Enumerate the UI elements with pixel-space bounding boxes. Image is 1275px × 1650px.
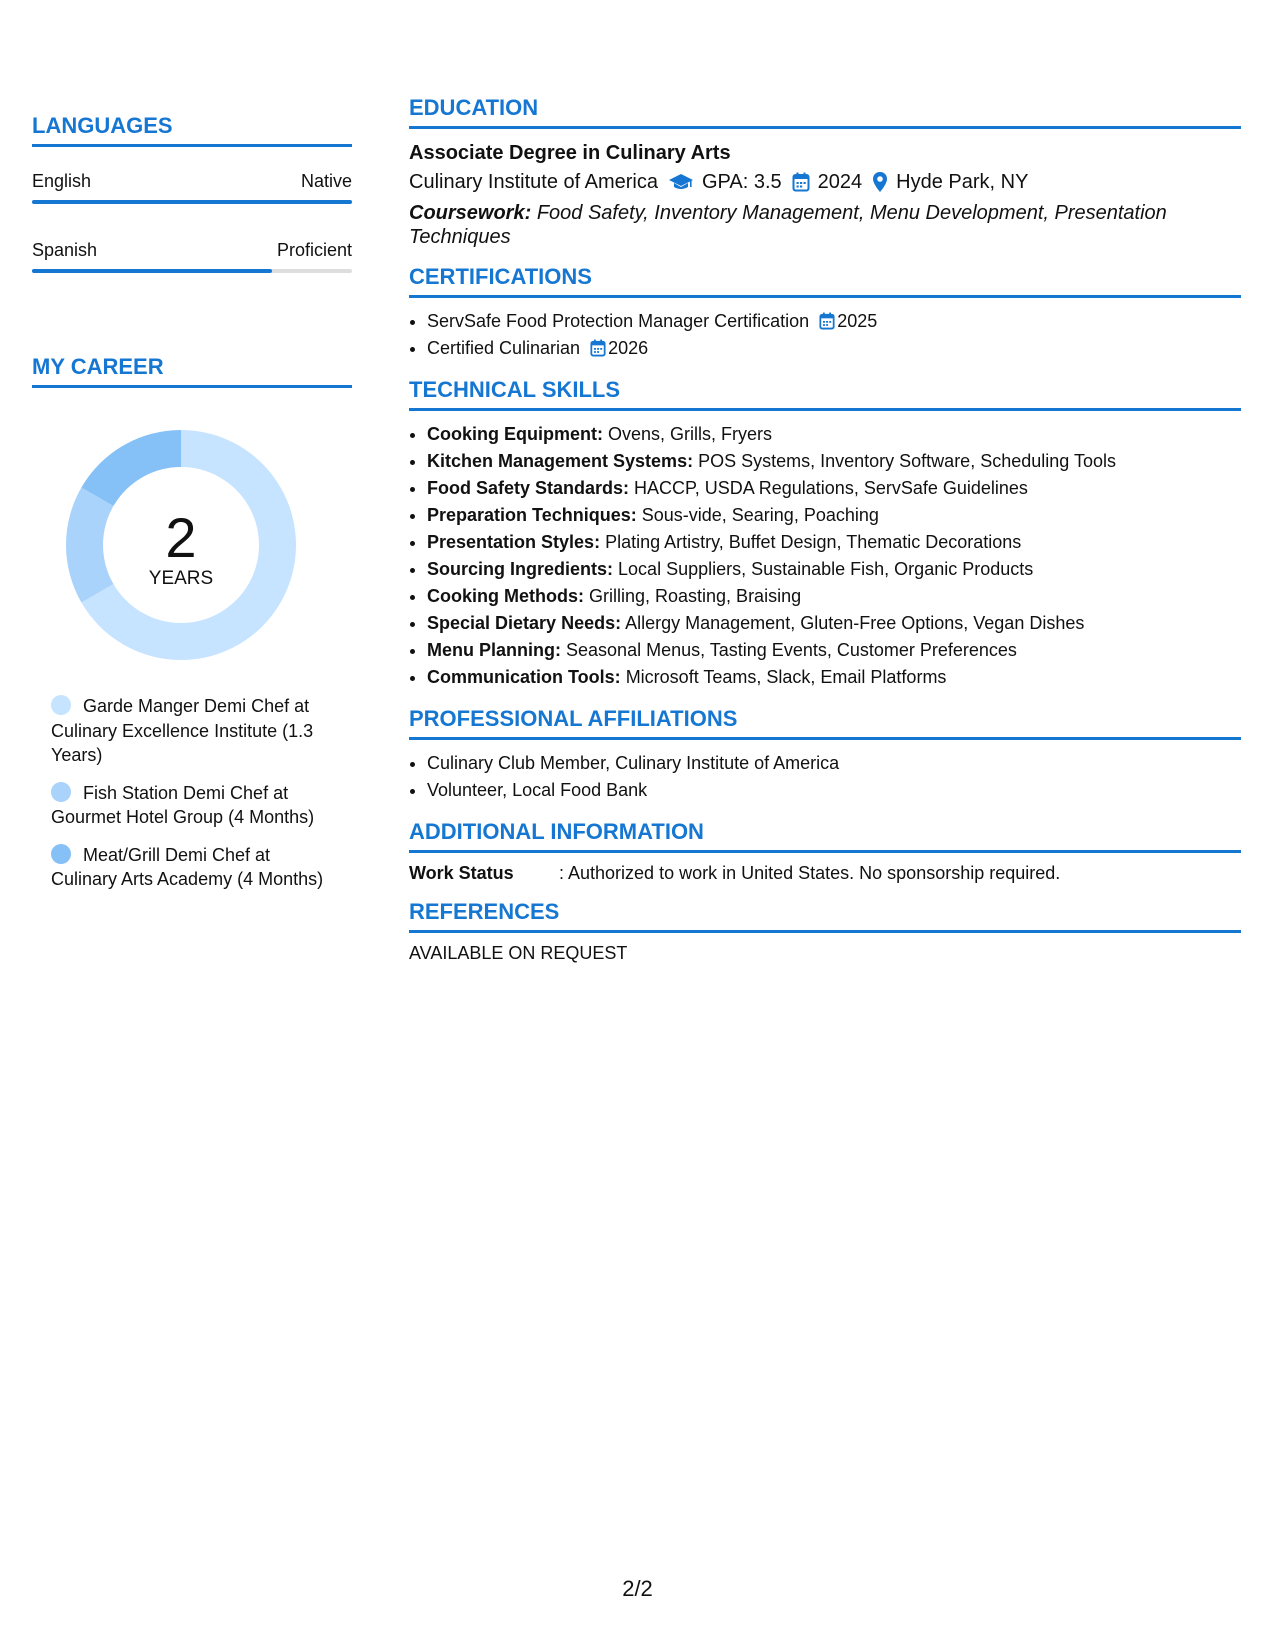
career-total-unit: YEARS [148,568,214,589]
legend-dot [51,695,71,715]
affiliations-section [409,705,1241,804]
skill-value: Ovens, Grills, Fryers [608,424,773,444]
certifications-list [409,308,1241,362]
legend-dot [51,844,71,864]
coursework-label: Coursework: [409,202,532,224]
language-proficiency-bar [32,200,352,204]
skill-value: Allergy Management, Gluten-Free Options, Vegan Dishes [625,613,1085,633]
work-status-label: Work Status [409,863,514,883]
references-title: REFERENCES [409,898,1241,933]
skill-label: Food Safety Standards: [427,478,630,498]
affiliations-title: PROFESSIONAL AFFILIATIONS [409,705,1241,740]
career-legend-item [51,843,341,892]
career-total-number: 2 [165,506,197,569]
skill-item [427,556,1241,583]
references-text: AVAILABLE ON REQUEST [409,943,628,963]
certification-item [427,308,1241,335]
graduation-year: 2024 [817,171,863,193]
skills-title: TECHNICAL SKILLS [409,376,1241,411]
certification-item [427,335,1241,362]
skill-value: Sous-vide, Searing, Poaching [641,505,879,525]
legend-dot [51,782,71,802]
certifications-section [409,263,1241,362]
career-legend-item [51,694,341,768]
donut-center [66,430,296,590]
certification-name: ServSafe Food Protection Manager Certification [427,311,810,331]
coursework [409,201,1241,249]
references-section [409,898,1241,964]
skill-item [427,664,1241,691]
skill-label: Sourcing Ingredients: [427,559,614,579]
skill-value: Local Suppliers, Sustainable Fish, Organic Products [618,559,1034,579]
school-name: Culinary Institute of America [409,171,658,193]
career-legend-item [51,781,341,830]
skills-list [409,421,1241,691]
skill-item [427,610,1241,637]
skill-item [427,502,1241,529]
education-title: EDUCATION [409,94,1241,129]
certification-year: 2026 [608,338,649,358]
language-level: Proficient [276,240,352,260]
skill-label: Kitchen Management Systems: [427,451,694,471]
gpa: GPA: 3.5 [702,171,782,193]
skill-label: Cooking Equipment: [427,424,603,444]
career-title: MY CAREER [32,353,352,388]
skill-item [427,421,1241,448]
certifications-title: CERTIFICATIONS [409,263,1241,298]
language-name: English [32,171,92,191]
calendar-icon [792,172,810,192]
affiliations-list [409,750,1241,804]
sidebar [32,112,352,905]
skill-value: Plating Artistry, Buffet Design, Thematic Decorations [605,532,1022,552]
skill-value: Seasonal Menus, Tasting Events, Customer Preferences [566,640,1017,660]
work-status-value: : Authorized to work in United States. No sponsorship required. [559,863,1061,883]
affiliation-item: • Culinary Club Member, Culinary Institute of America [427,750,1241,777]
additional-section [409,818,1241,884]
certification-name: Certified Culinarian [427,338,581,358]
skill-label: Cooking Methods: [427,586,584,606]
language-spanish [32,240,352,273]
skill-label: Special Dietary Needs: [427,613,622,633]
career-donut-chart [66,430,296,660]
skill-value: Microsoft Teams, Slack, Email Platforms [625,667,947,687]
page-number: 2/2 [622,1576,653,1601]
language-proficiency-fill [32,269,272,273]
additional-title: ADDITIONAL INFORMATION [409,818,1241,853]
language-name: Spanish [32,240,98,260]
skill-value: HACCP, USDA Regulations, ServSafe Guidelines [634,478,1028,498]
affiliation-item: • Volunteer, Local Food Bank [427,777,1241,804]
language-level: Native [300,171,352,191]
legend-label: Fish Station Demi Chef at Gourmet Hotel Group (4 Months) [51,782,315,827]
legend-label: Meat/Grill Demi Chef at Culinary Arts Academy (4 Months) [51,844,324,889]
calendar-icon [819,312,835,330]
degree: Associate Degree in Culinary Arts [409,142,731,164]
calendar-icon [590,339,606,357]
skill-label: Communication Tools: [427,667,621,687]
skills-section [409,376,1241,691]
skill-item [427,448,1241,475]
skill-value: POS Systems, Inventory Software, Scheduling Tools [698,451,1116,471]
skill-item [427,475,1241,502]
skill-label: Menu Planning: [427,640,561,660]
graduation-cap-icon [668,172,694,192]
legend-label: Garde Manger Demi Chef at Culinary Excellence Institute (1.3 Years) [51,696,314,765]
coursework-text: Food Safety, Inventory Management, Menu Development, Presentation Techniques [409,202,1167,248]
skill-item [427,583,1241,610]
languages-title: LANGUAGES [32,112,352,147]
skill-value: Grilling, Roasting, Braising [589,586,802,606]
education-section [409,94,1241,249]
skill-label: Preparation Techniques: [427,505,637,525]
main-content [409,94,1241,978]
work-status [409,863,1241,884]
skill-item [427,637,1241,664]
school-location: Hyde Park, NY [896,171,1029,193]
career-legend [51,694,352,892]
certification-year: 2025 [837,311,878,331]
language-english [32,171,352,204]
skill-item [427,529,1241,556]
education-details [409,167,1241,197]
language-proficiency-bar [32,269,352,273]
language-proficiency-fill [32,200,352,204]
skill-label: Presentation Styles: [427,532,601,552]
map-pin-icon [872,171,888,193]
